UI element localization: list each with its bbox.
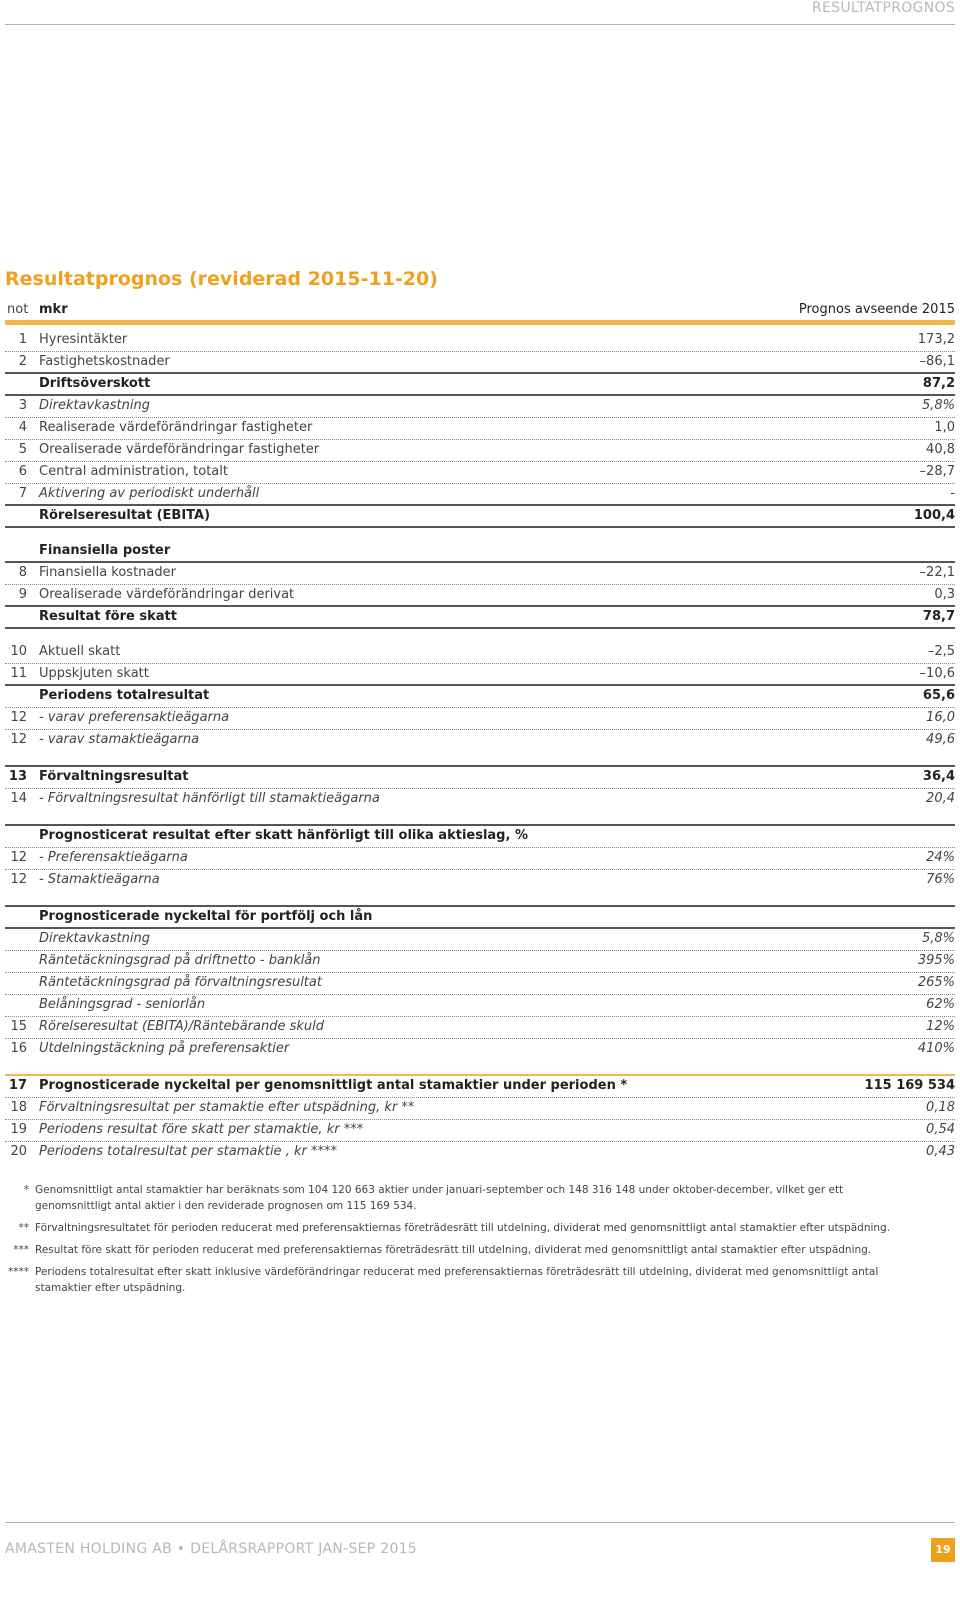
footnotes: [5, 1182, 905, 1302]
row-value: 24%: [926, 850, 955, 865]
row-value: –22,1: [919, 565, 955, 580]
footnote-mark: **: [18, 1222, 29, 1234]
row-value: 78,7: [922, 609, 955, 624]
row-num: 20: [10, 1144, 27, 1159]
footnote: [5, 1242, 905, 1258]
row-value: 5,8%: [921, 931, 955, 946]
table-section-heading: [5, 824, 955, 848]
row-label: Orealiserade värdeförändringar derivat: [39, 587, 295, 602]
row-value: 36,4: [922, 769, 955, 784]
row-value: 76%: [926, 872, 955, 887]
footnote: [5, 1182, 905, 1214]
row-value: 16,0: [926, 710, 955, 725]
row-label: Uppskjuten skatt: [39, 666, 149, 681]
row-value: 0,3: [934, 587, 955, 602]
row-label: Prognosticerat resultat efter skatt hänförligt till olika aktieslag, %: [39, 828, 528, 843]
row-label: Räntetäckningsgrad på förvaltningsresultat: [39, 975, 322, 990]
row-num: 9: [18, 587, 27, 602]
header-divider: [5, 24, 955, 25]
footnote-text: Periodens totalresultat efter skatt inklusive värdeförändringar reducerat med preferensaktiernas företrädesrätt till utdelning, dividerat med genomsnittligt antal stamaktier efter utspädning.: [35, 1266, 879, 1294]
table-row: [5, 484, 955, 506]
footnote-mark: *: [23, 1184, 29, 1196]
table-header: [5, 300, 955, 325]
row-value: 0,43: [926, 1144, 955, 1159]
row-value: –2,5: [927, 644, 955, 659]
row-label: Periodens resultat före skatt per stamaktie, kr ***: [39, 1122, 364, 1137]
row-label: - Stamaktieägarna: [39, 872, 160, 887]
table-row: [5, 1142, 955, 1164]
row-num: 18: [10, 1100, 27, 1115]
row-label: Aktuell skatt: [39, 644, 121, 659]
row-num: 15: [10, 1019, 27, 1034]
table-row: [5, 1017, 955, 1039]
table-row: [5, 396, 955, 418]
table-row: [5, 642, 955, 664]
row-num: 12: [10, 872, 27, 887]
footnote-mark: ****: [8, 1266, 29, 1278]
row-value: 265%: [917, 975, 955, 990]
table-section-heading: [5, 905, 955, 929]
row-value: -: [950, 486, 955, 501]
table-row: [5, 664, 955, 686]
section-label: RESULTATPROGNOS: [811, 0, 955, 16]
row-num: 19: [10, 1122, 27, 1137]
row-num: 10: [10, 644, 27, 659]
row-value: –86,1: [919, 354, 955, 369]
table-row: [5, 1039, 955, 1061]
row-label: Utdelningstäckning på preferensaktier: [39, 1041, 290, 1056]
row-num: 11: [10, 666, 27, 681]
row-label: Förvaltningsresultat: [39, 769, 189, 784]
row-label: Direktavkastning: [39, 931, 150, 946]
row-label: Hyresintäkter: [39, 332, 128, 347]
table-row: [5, 686, 955, 708]
row-value: 1,0: [934, 420, 955, 435]
row-label: Central administration, totalt: [39, 464, 228, 479]
row-num: 7: [18, 486, 27, 501]
row-num: 8: [18, 565, 27, 580]
footnote-text: Genomsnittligt antal stamaktier har beräknats som 104 120 663 aktier under januari-september och 148 316 148 under oktober-december, vilket ger ett genomsnittligt antal aktier i den reviderade prognosen om 115 169 534.: [35, 1184, 844, 1212]
row-label: Driftsöverskott: [39, 376, 151, 391]
table-row: [5, 995, 955, 1017]
row-num: 5: [18, 442, 27, 457]
row-value: 87,2: [922, 376, 955, 391]
row-value: 62%: [926, 997, 955, 1012]
row-label: Rörelseresultat (EBITA)/Räntebärande skuld: [39, 1019, 324, 1034]
row-label: Realiserade värdeförändringar fastigheter: [39, 420, 313, 435]
row-value: 65,6: [922, 688, 955, 703]
row-value: 20,4: [926, 791, 955, 806]
table-row: [5, 607, 955, 629]
table-row: [5, 1120, 955, 1142]
row-label: Förvaltningsresultat per stamaktie efter utspädning, kr **: [39, 1100, 415, 1115]
row-value: 12%: [926, 1019, 955, 1034]
table-row: [5, 870, 955, 892]
row-value: 100,4: [913, 508, 955, 523]
table-row: [5, 789, 955, 811]
row-num: 1: [18, 332, 27, 347]
table-row: [5, 973, 955, 995]
page-title: Resultatprognos (reviderad 2015-11-20): [5, 268, 438, 290]
row-value: 0,18: [926, 1100, 955, 1115]
row-num: 6: [18, 464, 27, 479]
row-value: 410%: [917, 1041, 955, 1056]
footnote-text: Förvaltningsresultatet för perioden reducerat med preferensaktiernas företrädesrätt till utdelning, dividerat med genomsnittligt antal stamaktier efter utspädning.: [35, 1222, 891, 1234]
table-row: [5, 730, 955, 752]
table-row: [5, 951, 955, 973]
table-row: [5, 352, 955, 374]
row-label: Finansiella kostnader: [39, 565, 176, 580]
table-row: [5, 848, 955, 870]
row-value: 0,54: [926, 1122, 955, 1137]
table-row: [5, 585, 955, 607]
row-value: –10,6: [919, 666, 955, 681]
row-num: 12: [10, 850, 27, 865]
row-label: Aktivering av periodiskt underhåll: [39, 486, 260, 501]
table-row: [5, 708, 955, 730]
row-value: 173,2: [917, 332, 955, 347]
row-label: Direktavkastning: [39, 398, 150, 413]
row-label: Finansiella poster: [39, 543, 171, 558]
header-mkr: mkr: [39, 302, 68, 317]
header-not: not: [7, 302, 29, 317]
table-row: [5, 1074, 955, 1098]
row-label: - Preferensaktieägarna: [39, 850, 188, 865]
row-label: Prognosticerade nyckeltal för portfölj och lån: [39, 909, 373, 924]
table-row: [5, 929, 955, 951]
row-num: 16: [10, 1041, 27, 1056]
row-label: Periodens totalresultat per stamaktie , kr ****: [39, 1144, 337, 1159]
row-value: 395%: [917, 953, 955, 968]
footnote: [5, 1220, 905, 1236]
row-label: Räntetäckningsgrad på driftnetto - banklån: [39, 953, 321, 968]
footnote: [5, 1264, 905, 1296]
table-row: [5, 1098, 955, 1120]
row-num: 4: [18, 420, 27, 435]
row-value: 115 169 534: [864, 1078, 955, 1093]
row-label: - varav preferensaktieägarna: [39, 710, 230, 725]
row-num: 14: [10, 791, 27, 806]
row-label: - varav stamaktieägarna: [39, 732, 200, 747]
footnote-text: Resultat före skatt för perioden reducerat med preferensaktiernas företrädesrätt till utdelning, dividerat med genomsnittligt antal stamaktier efter utspädning.: [35, 1244, 872, 1256]
table-row: [5, 563, 955, 585]
row-num: 3: [18, 398, 27, 413]
forecast-table: [5, 300, 955, 1164]
footer-company: AMASTEN HOLDING AB • DELÅRSRAPPORT JAN-SEP 2015: [5, 1541, 418, 1557]
table-section-heading: [5, 541, 955, 563]
row-label: Periodens totalresultat: [39, 688, 210, 703]
footer-divider: [5, 1522, 955, 1523]
row-label: Belåningsgrad - seniorlån: [39, 997, 206, 1012]
row-label: Orealiserade värdeförändringar fastigheter: [39, 442, 320, 457]
row-value: –28,7: [919, 464, 955, 479]
table-row: [5, 765, 955, 789]
page-number: 19: [931, 1538, 955, 1562]
row-label: Prognosticerade nyckeltal per genomsnittligt antal stamaktier under perioden *: [39, 1078, 628, 1093]
table-row: [5, 418, 955, 440]
table-row: [5, 462, 955, 484]
row-num: 13: [8, 769, 27, 784]
table-row: [5, 374, 955, 396]
row-num: 12: [10, 710, 27, 725]
row-num: 12: [10, 732, 27, 747]
row-label: Rörelseresultat (EBITA): [39, 508, 211, 523]
table-row: [5, 506, 955, 528]
row-label: Resultat före skatt: [39, 609, 177, 624]
row-value: 49,6: [926, 732, 955, 747]
table-row: [5, 330, 955, 352]
row-value: 5,8%: [921, 398, 955, 413]
row-num: 2: [18, 354, 27, 369]
table-row: [5, 440, 955, 462]
header-forecast: Prognos avseende 2015: [798, 302, 955, 317]
row-value: 40,8: [926, 442, 955, 457]
footnote-mark: ***: [13, 1244, 29, 1256]
row-label: Fastighetskostnader: [39, 354, 170, 369]
row-num: 17: [8, 1078, 27, 1093]
row-label: - Förvaltningsresultat hänförligt till stamaktieägarna: [39, 791, 380, 806]
